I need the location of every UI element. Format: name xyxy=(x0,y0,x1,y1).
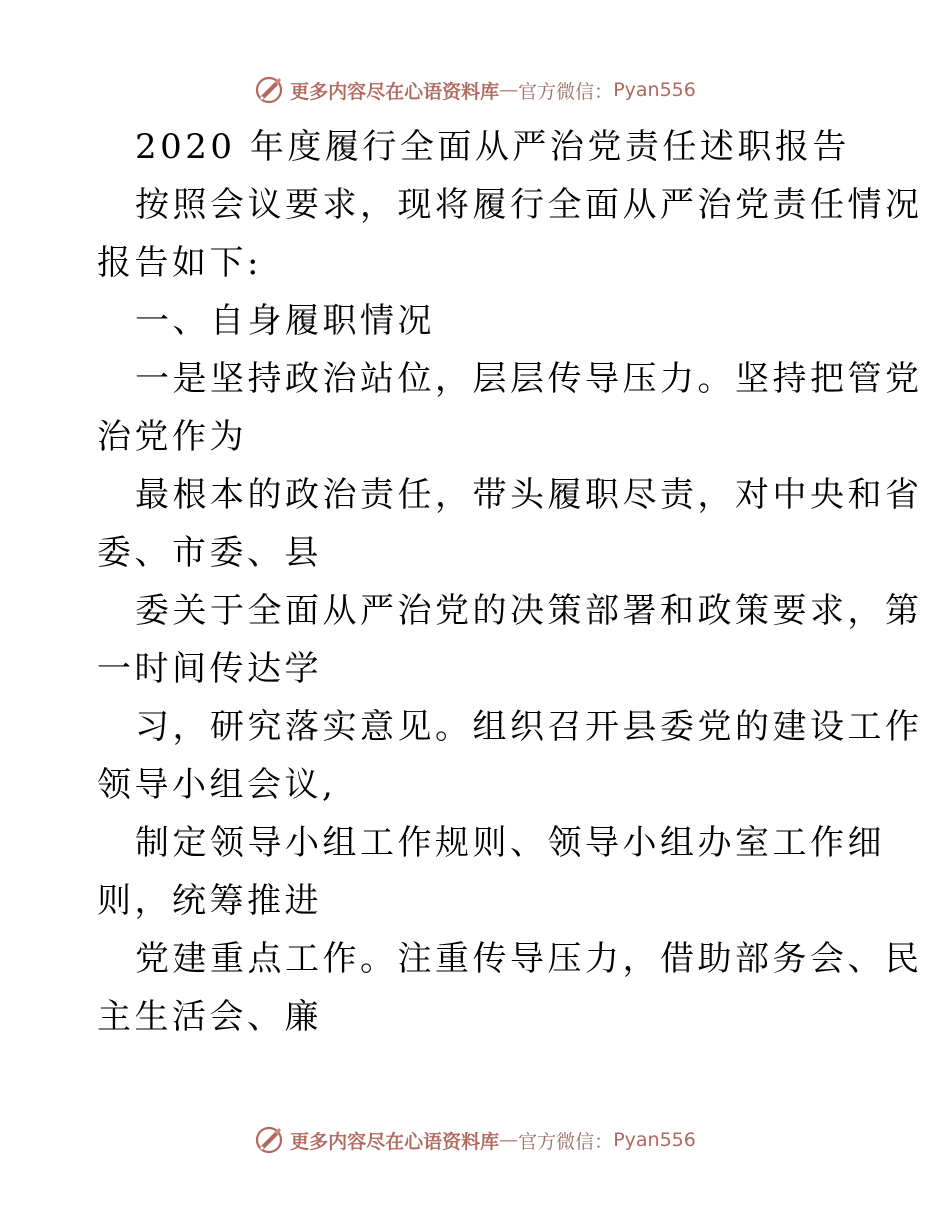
paragraph-line: 委、市委、县 xyxy=(97,533,322,573)
paragraph-line: 主生活会、廉 xyxy=(97,997,322,1037)
paragraph-line: 一是坚持政治站位，层层传导压力。坚持把管党 xyxy=(135,359,923,399)
footer-watermark-banner xyxy=(0,1120,950,1160)
watermark-dash: — xyxy=(499,1129,519,1151)
paragraph-line: 则，统筹推进 xyxy=(97,881,322,921)
paragraph-line: 习，研究落实意见。组织召开县委党的建设工作 xyxy=(135,707,923,747)
document-title: 2020 年度履行全面从严治党责任述职报告 xyxy=(135,127,850,167)
paragraph-line: 制定领导小组工作规则、领导小组办室工作细 xyxy=(135,823,885,863)
watermark-dash: — xyxy=(499,79,519,101)
paragraph-line: 治党作为 xyxy=(97,417,247,457)
watermark-wechat-label: 官方微信： xyxy=(518,80,614,103)
quill-pen-logo-icon xyxy=(254,1125,284,1155)
paragraph-line: 一时间传达学 xyxy=(97,649,322,689)
paragraph-line: 报告如下: xyxy=(97,243,262,283)
paragraph-line: 党建重点工作。注重传导压力，借助部务会、民 xyxy=(135,939,923,979)
paragraph-line: 最根本的政治责任，带头履职尽责，对中央和省 xyxy=(135,475,923,515)
document-body xyxy=(97,118,923,1046)
paragraph-line: 按照会议要求，现将履行全面从严治党责任情况 xyxy=(135,185,923,225)
watermark-brand-text: 更多内容尽在心语资料库 xyxy=(290,80,500,103)
paragraph-line: 委关于全面从严治党的决策部署和政策要求，第 xyxy=(135,591,923,631)
watermark-wechat-id: Pyan556 xyxy=(613,79,696,101)
header-watermark-banner xyxy=(0,70,950,110)
watermark-wechat-id: Pyan556 xyxy=(613,1129,696,1151)
section-heading: 一、自身履职情况 xyxy=(135,301,435,341)
watermark-wechat-label: 官方微信： xyxy=(518,1130,614,1153)
paragraph-line: 领导小组会议, xyxy=(97,765,337,805)
quill-pen-logo-icon xyxy=(254,75,284,105)
watermark-brand-text: 更多内容尽在心语资料库 xyxy=(290,1130,500,1153)
